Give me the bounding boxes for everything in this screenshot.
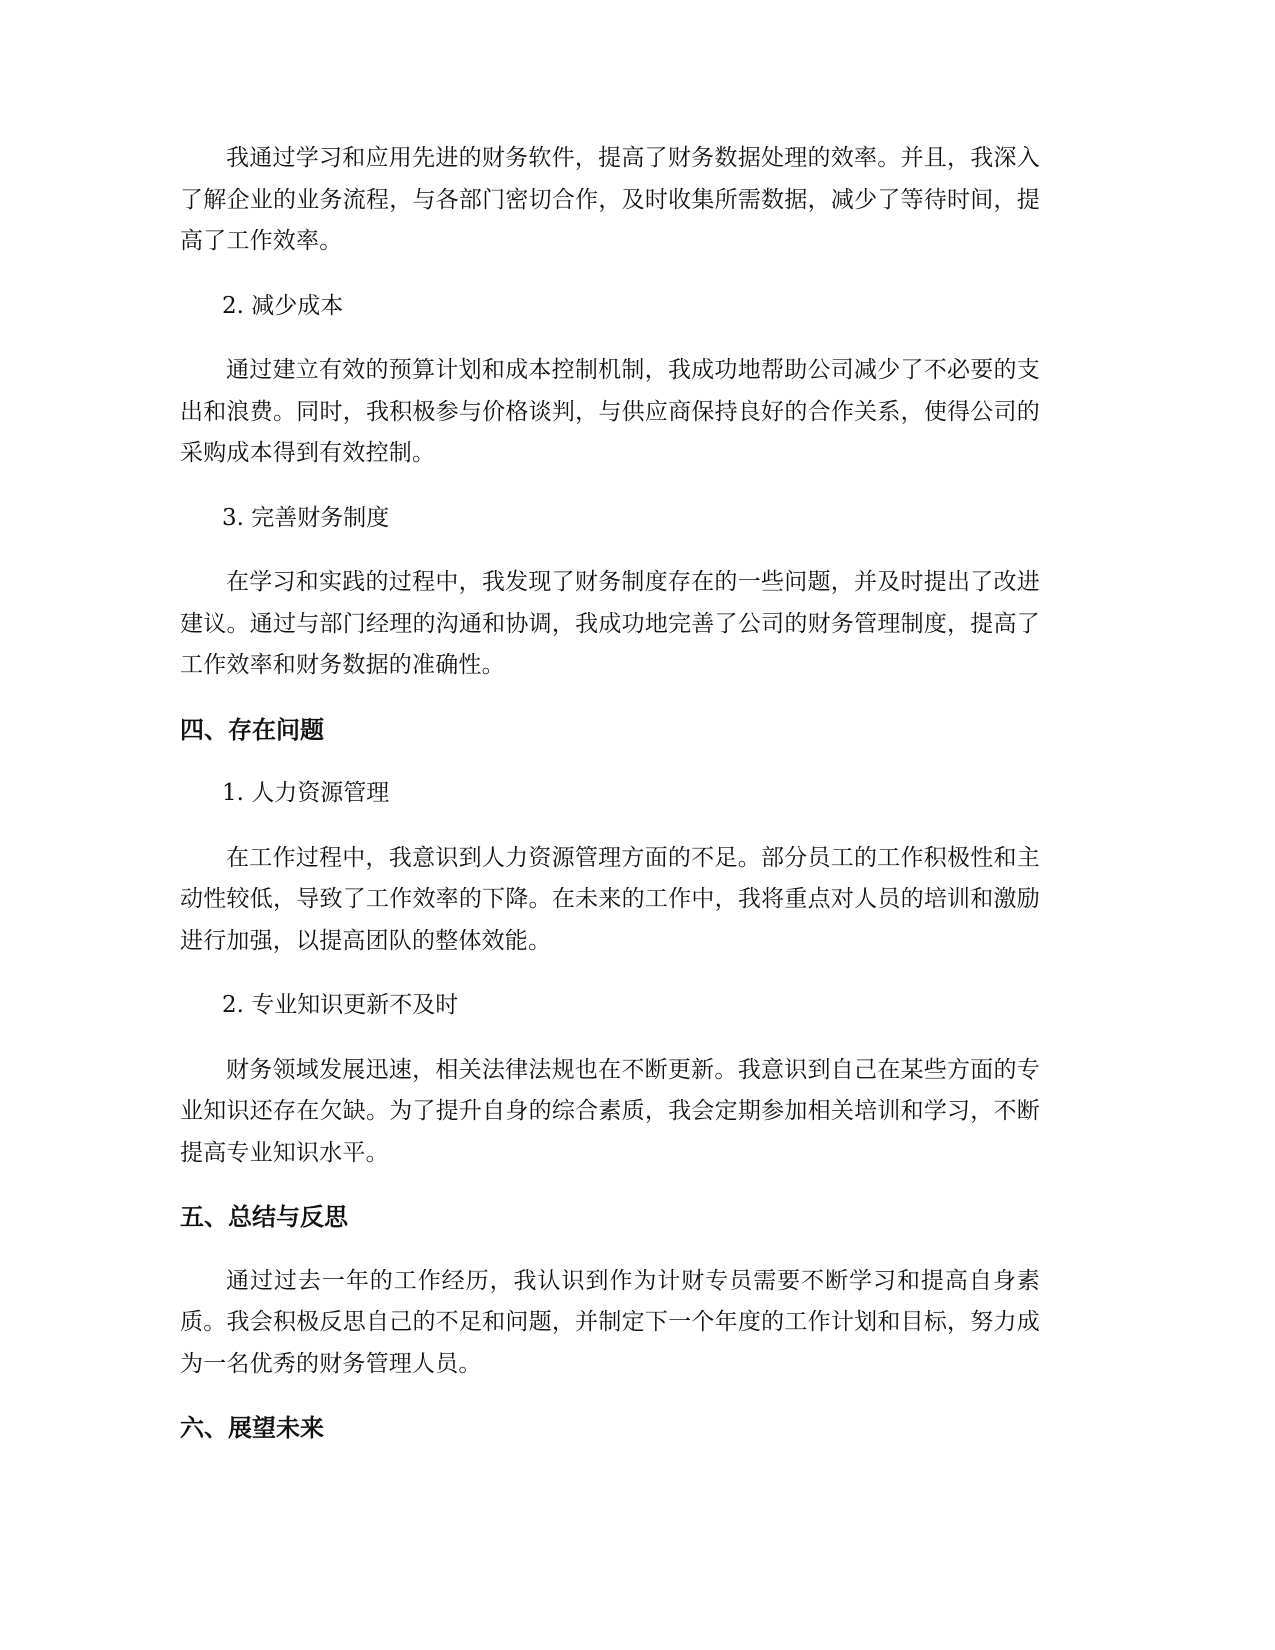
section-heading-problems: 四、存在问题 [180,715,324,744]
paragraph-improve-system: 在学习和实践的过程中，我发现了财务制度存在的一些问题，并及时提出了改进建议。通过与部门经理的沟通和协调，我成功地完善了公司的财务管理制度，提高了工作效率和财务数据的准确性。 [180,569,1040,678]
subheading-hr-management: 1. 人力资源管理 [222,780,390,806]
section-heading-outlook: 六、展望未来 [180,1414,324,1442]
document-page [180,138,1040,1472]
paragraph-summary: 通过过去一年的工作经历，我认识到作为计财专员需要不断学习和提高自身素质。我会积极反思自己的不足和问题，并制定下一个年度的工作计划和目标，努力成为一名优秀的财务管理人员。 [180,1267,1040,1377]
paragraph-knowledge-update: 财务领域发展迅速，相关法律法规也在不断更新。我意识到自己在某些方面的专业知识还存在欠缺。为了提升自身的综合素质，我会定期参加相关培训和学习，不断提高专业知识水平。 [180,1056,1040,1166]
paragraph-efficiency: 我通过学习和应用先进的财务软件，提高了财务数据处理的效率。并且，我深入了解企业的业务流程，与各部门密切合作，及时收集所需数据，减少了等待时间，提高了工作效率。 [180,145,1040,254]
subheading-knowledge-update: 2. 专业知识更新不及时 [222,992,459,1018]
section-heading-summary: 五、总结与反思 [180,1203,348,1231]
subheading-improve-system: 3. 完善财务制度 [222,504,390,531]
subheading-reduce-cost: 2. 减少成本 [222,292,344,319]
paragraph-reduce-cost: 通过建立有效的预算计划和成本控制机制，我成功地帮助公司减少了不必要的支出和浪费。同时，我积极参与价格谈判，与供应商保持良好的合作关系，使得公司的采购成本得到有效控制。 [180,357,1040,466]
paragraph-hr-management: 在工作过程中，我意识到人力资源管理方面的不足。部分员工的工作积极性和主动性较低，导致了工作效率的下降。在未来的工作中，我将重点对人员的培训和激励进行加强，以提高团队的整体效能。 [180,844,1040,954]
